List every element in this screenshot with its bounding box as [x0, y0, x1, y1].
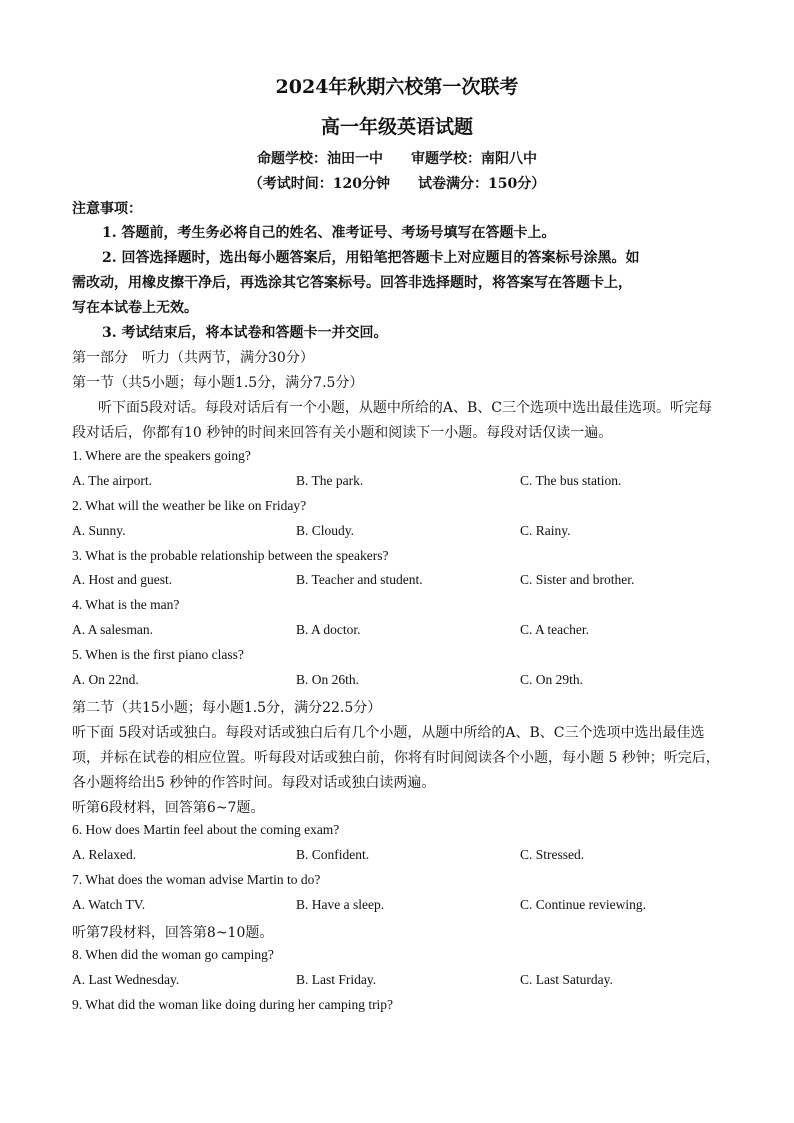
part1-heading: 第一部分 听力（共两节，满分30分）: [72, 350, 314, 366]
exam-subtitle: 高一年级英语试题: [320, 116, 473, 138]
notice-item-2b: 需改动，用橡皮擦干净后，再选涂其它答案标号。回答非选择题时，将答案写在答题卡上，: [72, 275, 632, 291]
q5-option-b: B. On 26th.: [296, 672, 360, 687]
material-6-heading: 听第6段材料，回答第6~7题。: [72, 800, 265, 816]
q4-option-c: C. A teacher.: [520, 622, 589, 637]
q6-option-b: B. Confident.: [296, 847, 370, 862]
q7-option-a: A. Watch TV.: [72, 897, 146, 912]
question-7: 7. What does the woman advise Martin to do?: [72, 872, 321, 887]
question-1: 1. Where are the speakers going?: [72, 448, 251, 463]
notice-item-1: 1. 答题前，考生务必将自己的姓名、准考证号、考场号填写在答题卡上。: [102, 225, 556, 241]
notice-item-3: 3. 考试结束后，将本试卷和答题卡一并交回。: [102, 325, 388, 341]
q4-option-b: B. A doctor.: [296, 622, 361, 637]
section2-instruction-b: 项，并标在试卷的相应位置。听每段对话或独白前，你将有时间阅读各个小题，每小题 5 秒钟；听完后，: [72, 750, 720, 766]
question-5: 5. When is the first piano class?: [72, 647, 244, 662]
q3-option-a: A. Host and guest.: [72, 572, 173, 587]
q7-option-b: B. Have a sleep.: [296, 897, 385, 912]
time-info: （考试时间：120分钟 试卷满分：150分）: [248, 176, 546, 192]
q8-option-a: A. Last Wednesday.: [72, 972, 180, 987]
school-info: 命题学校：油田一中 审题学校：南阳八中: [257, 151, 537, 167]
material-7-heading: 听第7段材料，回答第8~10题。: [72, 925, 274, 941]
q1-option-c: C. The bus station.: [520, 473, 622, 488]
section2-heading: 第二节（共15小题；每小题1.5分，满分22.5分）: [72, 700, 382, 716]
section2-instruction-c: 各小题将给出5 秒钟的作答时间。每段对话或独白读两遍。: [72, 775, 436, 791]
q3-option-b: B. Teacher and student.: [296, 572, 423, 587]
q5-option-a: A. On 22nd.: [72, 672, 139, 687]
q1-option-b: B. The park.: [296, 473, 364, 488]
notice-item-2a: 2. 回答选择题时，选出每小题答案后，用铅笔把答题卡上对应题目的答案标号涂黑。如: [102, 250, 640, 266]
question-4: 4. What is the man?: [72, 597, 180, 612]
question-2: 2. What will the weather be like on Friday?: [72, 498, 307, 513]
q8-option-b: B. Last Friday.: [296, 972, 377, 987]
q3-option-c: C. Sister and brother.: [520, 572, 635, 587]
section1-instruction-a: 听下面5段对话。每段对话后有一个小题，从题中所给的A、B、C三个选项中选出最佳选项。听完每: [98, 400, 713, 416]
question-8: 8. When did the woman go camping?: [72, 947, 274, 962]
q6-option-a: A. Relaxed.: [72, 847, 137, 862]
q6-option-c: C. Stressed.: [520, 847, 585, 862]
question-6: 6. How does Martin feel about the coming exam?: [72, 822, 340, 837]
q2-option-b: B. Cloudy.: [296, 523, 355, 538]
q5-option-c: C. On 29th.: [520, 672, 584, 687]
q2-option-c: C. Rainy.: [520, 523, 571, 538]
q8-option-c: C. Last Saturday.: [520, 972, 613, 987]
q2-option-a: A. Sunny.: [72, 523, 126, 538]
exam-title: 2024年秋期六校第一次联考: [275, 76, 519, 98]
q1-option-a: A. The airport.: [72, 473, 152, 488]
q4-option-a: A. A salesman.: [72, 622, 153, 637]
notice-heading: 注意事项：: [72, 201, 142, 217]
q7-option-c: C. Continue reviewing.: [520, 897, 646, 912]
section1-heading: 第一节（共5小题；每小题1.5分，满分7.5分）: [72, 375, 364, 391]
question-3: 3. What is the probable relationship between the speakers?: [72, 548, 389, 563]
question-9: 9. What did the woman like doing during her camping trip?: [72, 997, 394, 1012]
notice-item-2c: 写在本试卷上无效。: [72, 300, 198, 316]
section2-instruction-a: 听下面 5段对话或独白。每段对话或独白后有几个小题，从题中所给的A、B、C三个选项中选出最佳选: [72, 725, 705, 741]
section1-instruction-b: 段对话后，你都有10 秒钟的时间来回答有关小题和阅读下一小题。每段对话仅读一遍。: [72, 425, 613, 441]
